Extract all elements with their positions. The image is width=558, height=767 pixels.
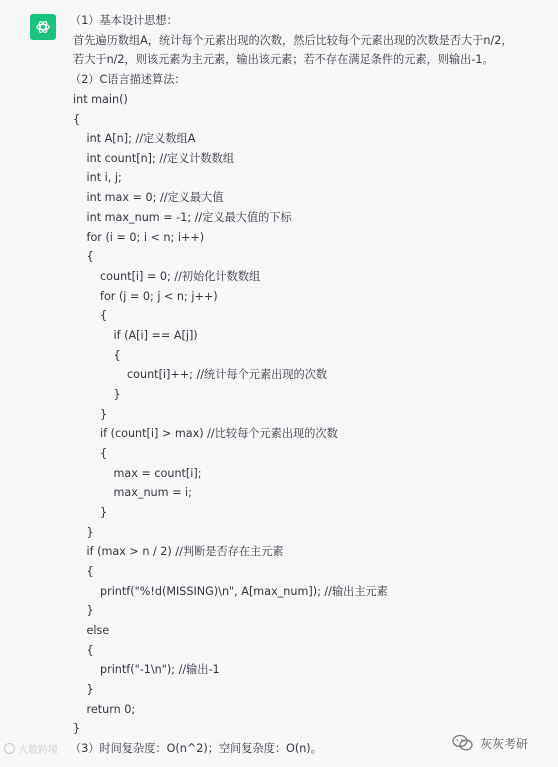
message-line: }: [86, 604, 94, 617]
message-line: {: [73, 113, 81, 126]
message-line: }: [86, 683, 94, 696]
message-line: printf("%!d(MISSING)\n", A[max_num]); //输出主元素: [100, 585, 388, 598]
message-line: （2）C语言描述算法：: [70, 73, 186, 86]
message-line: }: [73, 722, 81, 735]
message-line: int i, j;: [86, 171, 122, 184]
message-line: for (i = 0; i < n; i++): [86, 231, 205, 244]
message-line: {: [86, 250, 94, 263]
message-line: int A[n]; //定义数组A: [86, 132, 196, 145]
message-line: count[i]++; //统计每个元素出现的次数: [127, 368, 328, 381]
message-line: 若大于n/2，则该元素为主元素，输出该元素；若不存在满足条件的元素，则输出-1。: [73, 53, 494, 66]
watermark-right: [452, 734, 528, 752]
message-line: max_num = i;: [113, 486, 192, 499]
message-line: if (A[i] == A[j]): [113, 329, 198, 342]
watermark-right-text: 灰灰考研: [480, 736, 529, 751]
watermark-left-text: 大数跨境: [18, 745, 58, 756]
watermark-circle-icon: [4, 743, 15, 754]
wechat-icon: [452, 734, 474, 752]
watermark-left: [4, 741, 58, 756]
message-line: int max = 0; //定义最大值: [86, 191, 224, 204]
message-line: }: [100, 506, 108, 519]
message-line: count[i] = 0; //初始化计数数组: [100, 270, 261, 283]
message-line: return 0;: [86, 703, 136, 716]
message-line: }: [100, 408, 108, 421]
message-line: {: [100, 309, 108, 322]
assistant-avatar: [30, 14, 56, 40]
message-line: }: [113, 388, 121, 401]
message-line: max = count[i];: [113, 467, 202, 480]
openai-logo-icon: [34, 18, 52, 36]
message-line: int count[n]; //定义计数数组: [86, 152, 235, 165]
message-line: {: [113, 349, 121, 362]
message-line: {: [100, 447, 108, 460]
message-line: int max_num = -1; //定义最大值的下标: [86, 211, 292, 224]
message-line: printf("-1\n"); //输出-1: [100, 663, 220, 676]
message-line: {: [86, 644, 94, 657]
message-line: if (count[i] > max) //比较每个元素出现的次数: [100, 427, 338, 440]
message-line: {: [86, 565, 94, 578]
message-line: 首先遍历数组A，统计每个元素出现的次数，然后比较每个元素出现的次数是否大于n/2，: [73, 34, 513, 47]
message-line: （1）基本设计思想：: [70, 14, 178, 27]
message-line: for (j = 0; j < n; j++): [100, 290, 218, 303]
message-line: }: [86, 526, 94, 539]
message-line: else: [86, 624, 110, 637]
message-line: int main(): [73, 93, 128, 106]
message-line: （3）时间复杂度：O(n^2)；空间复杂度：O(n)。: [70, 742, 322, 755]
message-line: if (max > n / 2) //判断是否存在主元素: [86, 545, 284, 558]
